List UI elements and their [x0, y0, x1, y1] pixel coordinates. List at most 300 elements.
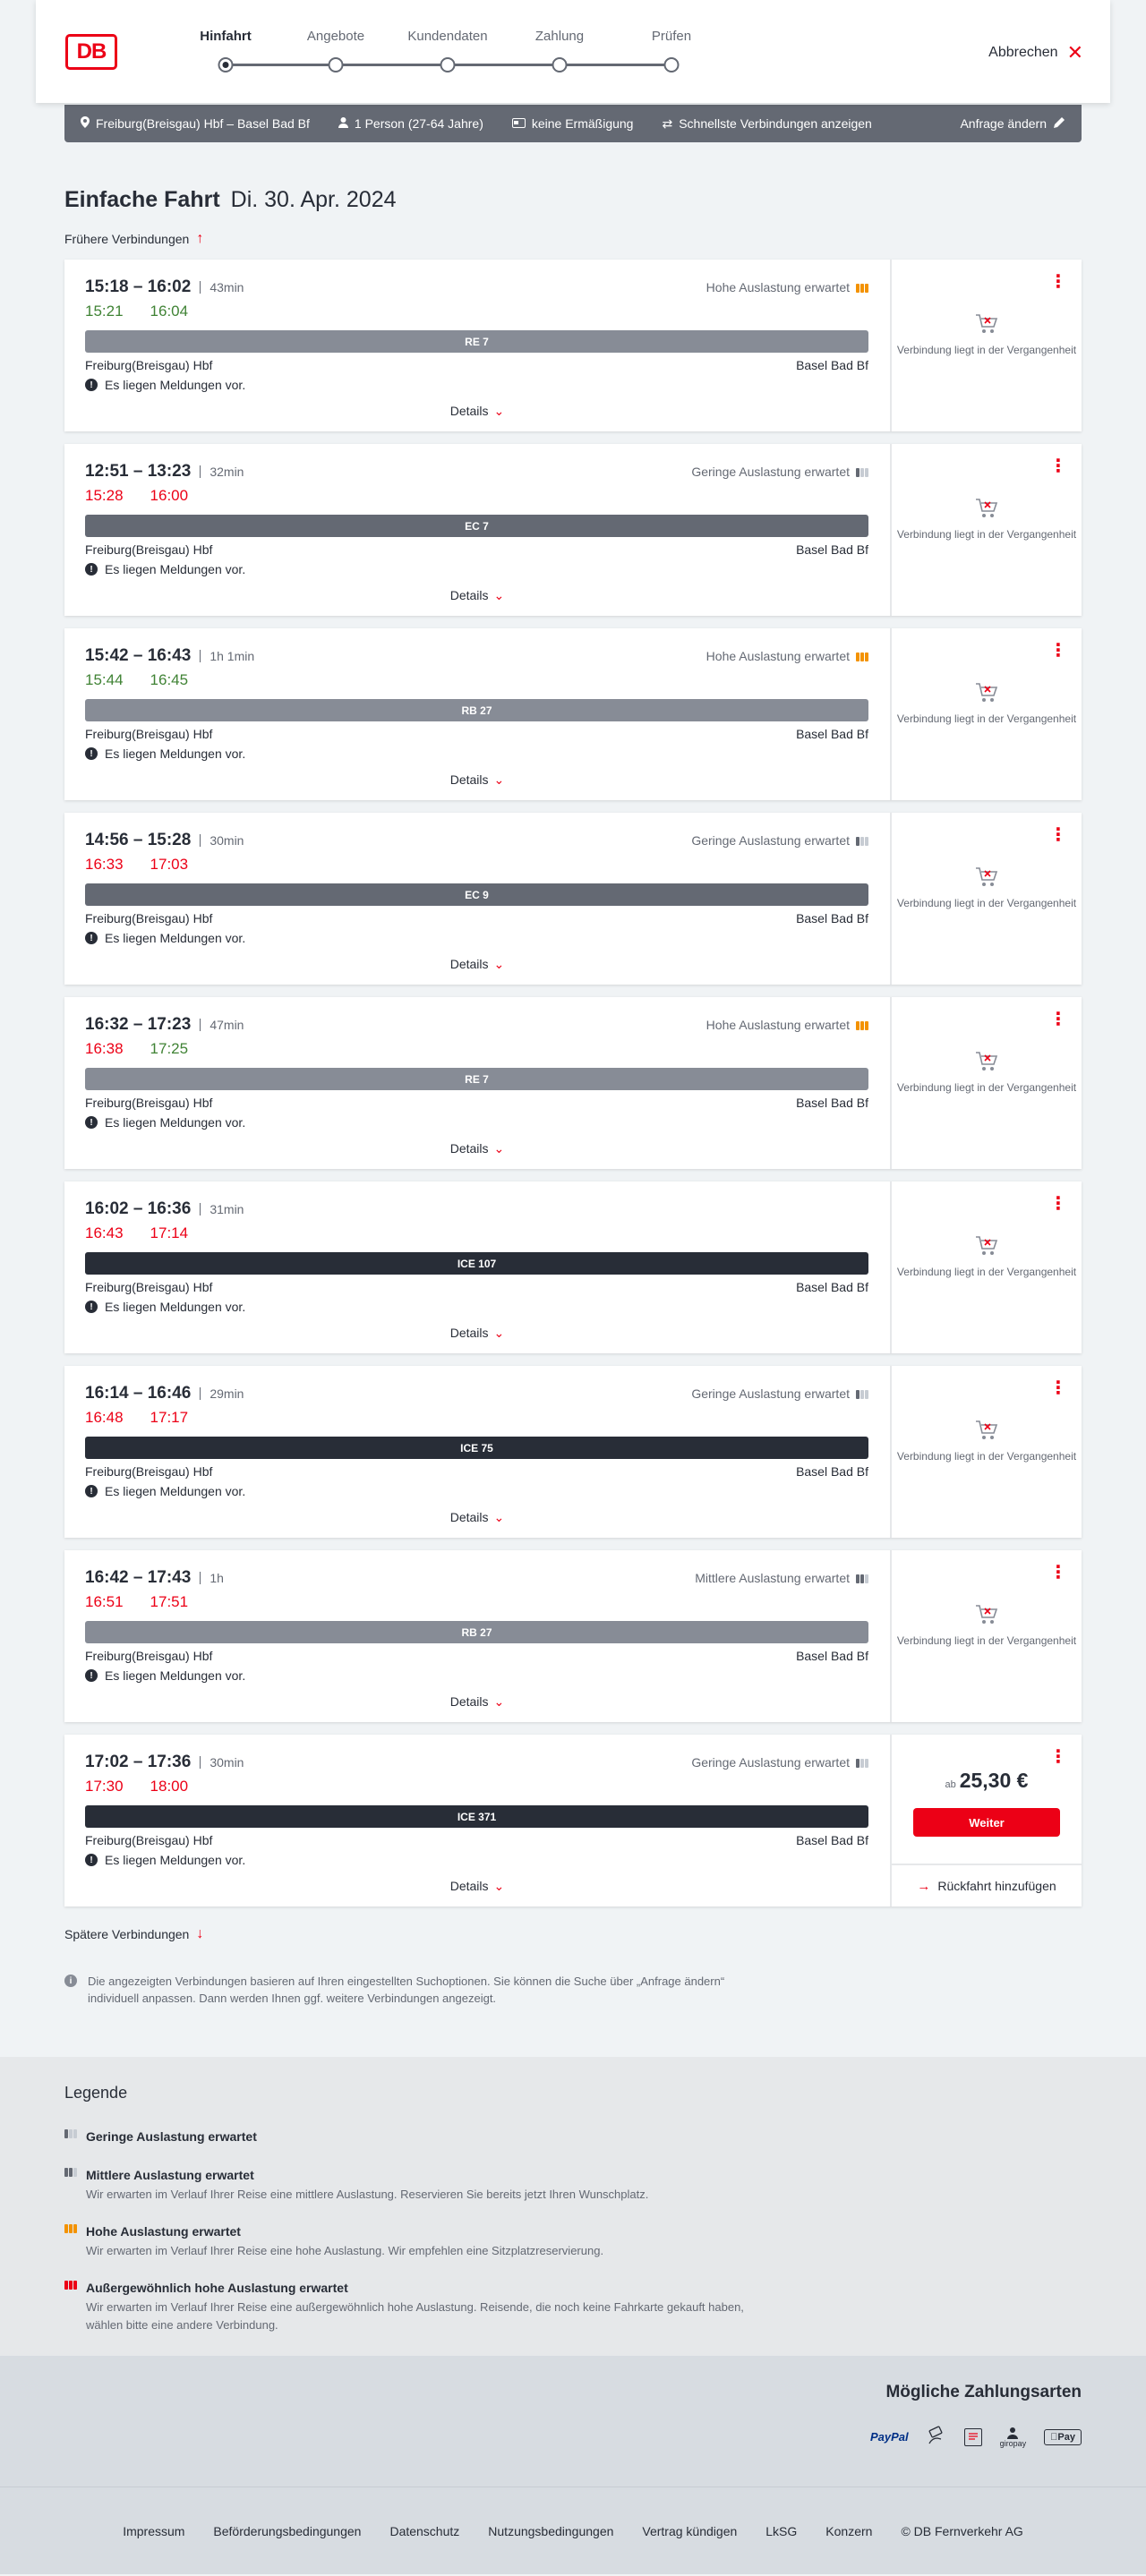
more-options-icon[interactable]: ⋮: [1049, 1747, 1067, 1767]
train-segment-bar[interactable]: [85, 1437, 868, 1459]
results-container: [64, 187, 1082, 2007]
later-connections-link[interactable]: [64, 1926, 1082, 1942]
step-dot: [552, 57, 568, 73]
details-label: Details: [449, 1694, 489, 1709]
connection-details[interactable]: [64, 1181, 892, 1353]
details-label: Details: [449, 1879, 489, 1893]
payment-section: [0, 2356, 1146, 2486]
occupancy-low-icon: [856, 1388, 868, 1399]
stations: [85, 727, 868, 741]
realtime-arrival: 16:04: [150, 303, 189, 320]
origin-station: Freiburg(Breisgau) Hbf: [85, 358, 213, 372]
scheduled-times: [85, 1199, 244, 1219]
notice-text: Es liegen Meldungen vor.: [105, 1668, 246, 1683]
step-label: Angebote: [306, 29, 365, 44]
train-segment-bar[interactable]: [85, 1252, 868, 1275]
duration: 1h 1min: [200, 650, 254, 662]
duration: 30min: [200, 834, 244, 847]
scheduled-time-range: 16:42 – 17:43: [85, 1568, 192, 1587]
discount-text: keine Ermäßigung: [531, 116, 634, 131]
person-icon: [338, 116, 348, 131]
times-row: [85, 1199, 868, 1219]
notice: [85, 378, 868, 392]
occupancy-info: [691, 465, 868, 479]
times-row: [85, 1015, 868, 1035]
scheduled-times: [85, 646, 254, 666]
offer-panel: [892, 260, 1082, 431]
connection-details[interactable]: [64, 260, 892, 431]
connection-list: [64, 260, 1082, 1906]
occupancy-mid-icon: [856, 1573, 868, 1583]
origin-station: Freiburg(Breisgau) Hbf: [85, 1464, 213, 1479]
apple-pay-label: Pay: [1057, 2431, 1075, 2443]
origin-station: Freiburg(Breisgau) Hbf: [85, 1096, 213, 1110]
past-connection-info: [892, 498, 1082, 542]
info-icon: i: [64, 1975, 77, 1987]
paypal-icon: PayPal: [869, 2430, 909, 2444]
footer: [0, 2486, 1146, 2574]
footer-link[interactable]: Vertrag kündigen: [642, 2523, 738, 2538]
past-connection-text: Verbindung liegt in der Vergangenheit: [896, 1266, 1077, 1278]
destination-station: Basel Bad Bf: [796, 911, 868, 925]
past-connection-info: [892, 1420, 1082, 1463]
details-toggle[interactable]: [64, 1326, 890, 1341]
origin-station: Freiburg(Breisgau) Hbf: [85, 542, 213, 557]
realtime-departure: 16:51: [85, 1593, 124, 1610]
legend-item-title: Mittlere Auslastung erwartet: [86, 2168, 254, 2182]
duration: 43min: [200, 281, 244, 294]
occupancy-high-icon: [856, 1019, 868, 1030]
step-label: Zahlung: [535, 29, 585, 44]
times-row: [85, 462, 868, 482]
step-dot: [329, 57, 344, 73]
alert-icon: !: [85, 1669, 98, 1682]
connection-card: [64, 1550, 1082, 1722]
train-segment-bar[interactable]: [85, 515, 868, 537]
step-dot-active: [218, 57, 234, 73]
header: [36, 0, 1110, 103]
chevron-down-icon: ⌄: [493, 404, 505, 418]
scheduled-time-range: 17:02 – 17:36: [85, 1753, 192, 1771]
notice: [85, 746, 868, 761]
train-name: RE 7: [465, 1072, 489, 1086]
search-info: [64, 1973, 745, 2007]
connection-card: [64, 997, 1082, 1169]
footer-link[interactable]: Impressum: [123, 2523, 185, 2538]
shopping-cart-disabled-icon: [892, 1235, 1082, 1257]
realtime-times: [85, 1040, 868, 1060]
realtime-times: [85, 856, 868, 875]
connection-card: [64, 1366, 1082, 1538]
occupancy-text: Geringe Auslastung erwartet: [691, 1386, 850, 1401]
shopping-cart-disabled-icon: [892, 1420, 1082, 1441]
connection-details[interactable]: [64, 997, 892, 1169]
details-label: Details: [449, 772, 489, 787]
legend-item-title: Außergewöhnlich hohe Auslastung erwartet: [86, 2281, 348, 2295]
details-label: Details: [449, 404, 489, 418]
apple-pay-icon: [1044, 2429, 1082, 2445]
step-zahlung: [535, 29, 584, 44]
past-connection-text: Verbindung liegt in der Vergangenheit: [896, 344, 1077, 356]
step-pruefen: [652, 29, 691, 44]
more-options-icon[interactable]: ⋮: [1049, 641, 1067, 661]
add-return-trip-button[interactable]: [892, 1864, 1082, 1906]
price-info: [892, 1769, 1082, 1793]
stations: [85, 911, 868, 925]
scheduled-times: [85, 1015, 244, 1035]
notice-text: Es liegen Meldungen vor.: [105, 746, 246, 761]
offer-panel: [892, 444, 1082, 616]
notice: [85, 562, 868, 576]
trip-date: Di. 30. Apr. 2024: [230, 187, 397, 212]
realtime-departure: 16:48: [85, 1409, 124, 1426]
arrow-right-icon: →: [917, 1878, 931, 1894]
realtime-arrival: 17:51: [150, 1593, 189, 1610]
scheduled-time-range: 15:18 – 16:02: [85, 277, 192, 296]
realtime-arrival: 16:00: [150, 487, 189, 504]
details-label: Details: [449, 1510, 489, 1524]
notice: [85, 1300, 868, 1314]
cancel-label: Abbrechen: [988, 45, 1058, 60]
connection-details[interactable]: [64, 1735, 892, 1906]
step-label: Prüfen: [651, 29, 692, 44]
occupancy-info: [706, 1018, 868, 1032]
legend-item-title: Geringe Auslastung erwartet: [86, 2129, 257, 2144]
details-toggle[interactable]: [64, 1141, 890, 1156]
scheduled-times: [85, 1384, 244, 1403]
alert-icon: !: [85, 1485, 98, 1497]
train-segment-bar[interactable]: [85, 699, 868, 721]
train-name: EC 9: [465, 888, 489, 901]
connection-card: [64, 444, 1082, 616]
more-options-icon[interactable]: ⋮: [1049, 272, 1067, 292]
scheduled-times: [85, 462, 244, 482]
train-name: RB 27: [461, 704, 492, 717]
alert-icon: !: [85, 1301, 98, 1313]
step-label: Hinfahrt: [200, 29, 252, 44]
more-options-icon[interactable]: ⋮: [1049, 1563, 1067, 1582]
footer-link[interactable]: Datenschutz: [389, 2523, 460, 2538]
step-label: Kundendaten: [407, 29, 488, 44]
alert-icon: !: [85, 379, 98, 391]
scheduled-time-range: 16:02 – 16:36: [85, 1199, 192, 1218]
realtime-times: [85, 487, 868, 507]
price-amount: 25,30 €: [959, 1769, 1029, 1792]
info-text: Die angezeigten Verbindungen basieren auf Ihren eingestellten Suchoptionen. Sie können die Suche über „Anfrage ändern“ individuell anpassen. Dann werden Ihnen ggf. weitere Verbindungen angezeigt.: [88, 1975, 725, 2005]
legend-title: Legende: [64, 2084, 128, 2102]
past-connection-text: Verbindung liegt in der Vergangenheit: [896, 897, 1077, 909]
payment-title: Mögliche Zahlungsarten: [885, 2383, 1082, 2401]
route-summary: [81, 116, 310, 131]
giropay-label: giropay: [999, 2438, 1027, 2448]
train-name: ICE 371: [457, 1810, 497, 1823]
duration: 29min: [200, 1387, 244, 1400]
legend-text: [86, 2279, 748, 2334]
fastest-text: Schnellste Verbindungen anzeigen: [679, 116, 872, 131]
change-request-button[interactable]: [960, 116, 1065, 131]
cancel-button[interactable]: [988, 43, 1083, 63]
chevron-down-icon: ⌄: [493, 1141, 505, 1156]
step-kundendaten: [407, 29, 487, 44]
realtime-arrival: 18:00: [150, 1778, 189, 1795]
realtime-times: [85, 1409, 868, 1429]
origin-station: Freiburg(Breisgau) Hbf: [85, 911, 213, 925]
legend-item: [64, 2222, 1082, 2260]
notice: [85, 931, 868, 945]
connection-card: [64, 260, 1082, 431]
connection-details[interactable]: [64, 813, 892, 985]
occupancy-info: [691, 833, 868, 848]
past-connection-info: [892, 866, 1082, 910]
notice-text: Es liegen Meldungen vor.: [105, 1300, 246, 1314]
scheduled-time-range: 16:14 – 16:46: [85, 1384, 192, 1403]
alert-icon: !: [85, 747, 98, 760]
chevron-down-icon: ⌄: [493, 957, 505, 971]
realtime-times: [85, 303, 868, 322]
legend-item-description: Wir erwarten im Verlauf Ihrer Reise eine hohe Auslastung. Wir empfehlen eine Sitzplatzreservierung.: [86, 2244, 604, 2257]
scheduled-times: [85, 1568, 224, 1588]
train-segment-bar[interactable]: [85, 1068, 868, 1090]
arrow-up-icon: ↑: [196, 231, 204, 246]
credit-card-hand-icon: [927, 2426, 946, 2448]
realtime-arrival: 17:14: [150, 1224, 189, 1241]
train-segment-bar[interactable]: [85, 330, 868, 353]
db-logo[interactable]: DB: [65, 34, 117, 70]
footer-link[interactable]: © DB Fernverkehr AG: [901, 2523, 1023, 2538]
connection-card: [64, 1735, 1082, 1906]
train-name: ICE 75: [460, 1441, 493, 1454]
details-toggle[interactable]: [64, 772, 890, 788]
realtime-arrival: 17:25: [150, 1040, 189, 1057]
stations: [85, 1649, 868, 1663]
train-segment-bar[interactable]: [85, 883, 868, 906]
origin-station: Freiburg(Breisgau) Hbf: [85, 1833, 213, 1847]
occupancy-text: Geringe Auslastung erwartet: [691, 833, 850, 848]
notice-text: Es liegen Meldungen vor.: [105, 1484, 246, 1498]
shopping-cart-disabled-icon: [892, 866, 1082, 888]
legend-item-description: Wir erwarten im Verlauf Ihrer Reise eine außergewöhnlich hohe Auslastung. Reisende, die noch keine Fahrkarte gekauft haben, wählen bitte eine andere Verbindung.: [86, 2300, 744, 2332]
legend-item-description: Wir erwarten im Verlauf Ihrer Reise eine mittlere Auslastung. Reservieren Sie bereits jetzt Ihren Wunschplatz.: [86, 2188, 649, 2201]
card-icon: [512, 116, 526, 131]
alert-icon: !: [85, 1854, 98, 1866]
past-connection-info: [892, 313, 1082, 357]
origin-station: Freiburg(Breisgau) Hbf: [85, 1280, 213, 1294]
notice: [85, 1668, 868, 1683]
stations: [85, 358, 868, 372]
duration: 47min: [200, 1019, 244, 1031]
occupancy-text: Hohe Auslastung erwartet: [706, 1018, 850, 1032]
pencil-icon: [1054, 116, 1065, 131]
legend-item: [64, 2166, 1082, 2204]
occupancy-info: [691, 1755, 868, 1770]
step-dot: [440, 57, 456, 73]
origin-station: Freiburg(Breisgau) Hbf: [85, 1649, 213, 1663]
destination-station: Basel Bad Bf: [796, 358, 868, 372]
offer-panel: [892, 1550, 1082, 1722]
notice: [85, 1484, 868, 1498]
notice-text: Es liegen Meldungen vor.: [105, 931, 246, 945]
giropay-icon: [1000, 2427, 1027, 2448]
notice: [85, 1853, 868, 1867]
footer-link[interactable]: Nutzungsbedingungen: [488, 2523, 614, 2538]
realtime-times: [85, 1778, 868, 1797]
arrow-down-icon: ↓: [196, 1926, 204, 1941]
connection-card: [64, 628, 1082, 800]
train-name: EC 7: [465, 519, 489, 533]
earlier-label: Frühere Verbindungen: [64, 232, 190, 246]
step-dot: [664, 57, 680, 73]
occupancy-low-icon: [856, 835, 868, 846]
times-row: [85, 831, 868, 850]
details-toggle[interactable]: [64, 1510, 890, 1525]
chevron-down-icon: ⌄: [493, 1879, 505, 1893]
stations: [85, 1096, 868, 1110]
chevron-down-icon: ⌄: [493, 588, 505, 602]
stations: [85, 1280, 868, 1294]
occupancy-high-icon: [856, 282, 868, 293]
occupancy-text: Geringe Auslastung erwartet: [691, 1755, 850, 1770]
occupancy-low-icon: [64, 2128, 77, 2138]
more-options-icon[interactable]: ⋮: [1049, 825, 1067, 845]
change-request-label: Anfrage ändern: [960, 116, 1047, 131]
notice-text: Es liegen Meldungen vor.: [105, 378, 246, 392]
realtime-departure: 16:33: [85, 856, 124, 873]
destination-station: Basel Bad Bf: [796, 727, 868, 741]
fastest-summary: [662, 116, 871, 132]
scheduled-times: [85, 831, 244, 850]
duration: 32min: [200, 465, 244, 478]
details-label: Details: [449, 588, 489, 602]
occupancy-text: Mittlere Auslastung erwartet: [695, 1571, 850, 1585]
payment-container: [64, 2356, 1082, 2486]
times-row: [85, 277, 868, 297]
sepa-invoice-icon: [964, 2428, 982, 2446]
connection-details[interactable]: [64, 628, 892, 800]
legend-text: [86, 2128, 748, 2147]
realtime-arrival: 17:03: [150, 856, 189, 873]
offer-panel: [892, 1366, 1082, 1538]
swap-arrows-icon: ⇄: [662, 115, 673, 131]
details-toggle[interactable]: [64, 404, 890, 419]
notice-text: Es liegen Meldungen vor.: [105, 1853, 246, 1867]
realtime-times: [85, 1593, 868, 1613]
occupancy-text: Geringe Auslastung erwartet: [691, 465, 850, 479]
times-row: [85, 1568, 868, 1588]
passenger-text: 1 Person (27-64 Jahre): [354, 116, 483, 131]
footer-link[interactable]: Konzern: [825, 2523, 873, 2538]
stations: [85, 1464, 868, 1479]
earlier-connections-link[interactable]: [64, 231, 1082, 247]
destination-station: Basel Bad Bf: [796, 1096, 868, 1110]
scheduled-time-range: 12:51 – 13:23: [85, 462, 192, 481]
details-toggle[interactable]: [64, 588, 890, 603]
notice-text: Es liegen Meldungen vor.: [105, 1115, 246, 1130]
train-segment-bar[interactable]: [85, 1621, 868, 1643]
scheduled-time-range: 16:32 – 17:23: [85, 1015, 192, 1034]
past-connection-text: Verbindung liegt in der Vergangenheit: [896, 1450, 1077, 1463]
train-name: ICE 107: [457, 1257, 497, 1270]
footer-link[interactable]: LkSG: [765, 2523, 798, 2538]
details-label: Details: [449, 957, 489, 971]
offer-panel: [892, 1735, 1082, 1906]
scheduled-times: [85, 277, 244, 297]
chevron-down-icon: ⌄: [493, 1694, 505, 1709]
page-title: [64, 187, 1082, 213]
occupancy-low-icon: [856, 466, 868, 477]
continue-button[interactable]: Weiter: [913, 1808, 1060, 1837]
more-options-icon[interactable]: ⋮: [1049, 1378, 1067, 1398]
route-text: Freiburg(Breisgau) Hbf – Basel Bad Bf: [96, 116, 310, 131]
notice: [85, 1115, 868, 1130]
realtime-departure: 16:43: [85, 1224, 124, 1241]
legend-text: [86, 2222, 748, 2260]
shopping-cart-disabled-icon: [892, 313, 1082, 335]
connection-details[interactable]: [64, 444, 892, 616]
connection-details[interactable]: [64, 1550, 892, 1722]
more-options-icon[interactable]: ⋮: [1049, 1194, 1067, 1214]
duration: 31min: [200, 1203, 244, 1215]
occupancy-info: [695, 1571, 868, 1585]
details-toggle[interactable]: [64, 1694, 890, 1710]
scheduled-time-range: 14:56 – 15:28: [85, 831, 192, 849]
details-label: Details: [449, 1326, 489, 1340]
train-name: RB 27: [461, 1625, 492, 1639]
occupancy-high-icon: [64, 2222, 77, 2233]
times-row: [85, 1753, 868, 1772]
duration: 1h: [200, 1572, 224, 1584]
train-segment-bar[interactable]: [85, 1805, 868, 1828]
details-toggle[interactable]: [64, 1879, 890, 1894]
legend-text: [86, 2166, 748, 2204]
offer-panel: [892, 997, 1082, 1169]
train-name: RE 7: [465, 335, 489, 348]
chevron-down-icon: ⌄: [493, 772, 505, 787]
progress-steps: [161, 29, 698, 82]
connection-details[interactable]: [64, 1366, 892, 1538]
occupancy-mid-icon: [64, 2166, 77, 2177]
offer-panel: [892, 628, 1082, 800]
offer-panel: [892, 813, 1082, 985]
occupancy-low-icon: [856, 1757, 868, 1768]
more-options-icon[interactable]: ⋮: [1049, 1010, 1067, 1029]
realtime-times: [85, 671, 868, 691]
occupancy-text: Hohe Auslastung erwartet: [706, 649, 850, 663]
realtime-arrival: 17:17: [150, 1409, 189, 1426]
stations: [85, 1833, 868, 1847]
past-connection-text: Verbindung liegt in der Vergangenheit: [896, 528, 1077, 541]
discount-summary: [512, 116, 634, 131]
realtime-departure: 16:38: [85, 1040, 124, 1057]
destination-station: Basel Bad Bf: [796, 1280, 868, 1294]
scheduled-time-range: 15:42 – 16:43: [85, 646, 192, 665]
destination-station: Basel Bad Bf: [796, 1833, 868, 1847]
alert-icon: !: [85, 932, 98, 944]
shopping-cart-disabled-icon: [892, 682, 1082, 704]
past-connection-info: [892, 1235, 1082, 1279]
details-toggle[interactable]: [64, 957, 890, 972]
realtime-departure: 17:30: [85, 1778, 124, 1795]
past-connection-text: Verbindung liegt in der Vergangenheit: [896, 1081, 1077, 1094]
passenger-summary: [338, 116, 483, 131]
footer-link[interactable]: Beförderungsbedingungen: [213, 2523, 362, 2538]
legend-item: [64, 2279, 1082, 2334]
times-row: [85, 1384, 868, 1403]
past-connection-text: Verbindung liegt in der Vergangenheit: [896, 712, 1077, 725]
legend-container: [64, 2084, 1082, 2334]
times-row: [85, 646, 868, 666]
more-options-icon[interactable]: ⋮: [1049, 456, 1067, 476]
close-icon: ✕: [1066, 41, 1083, 64]
